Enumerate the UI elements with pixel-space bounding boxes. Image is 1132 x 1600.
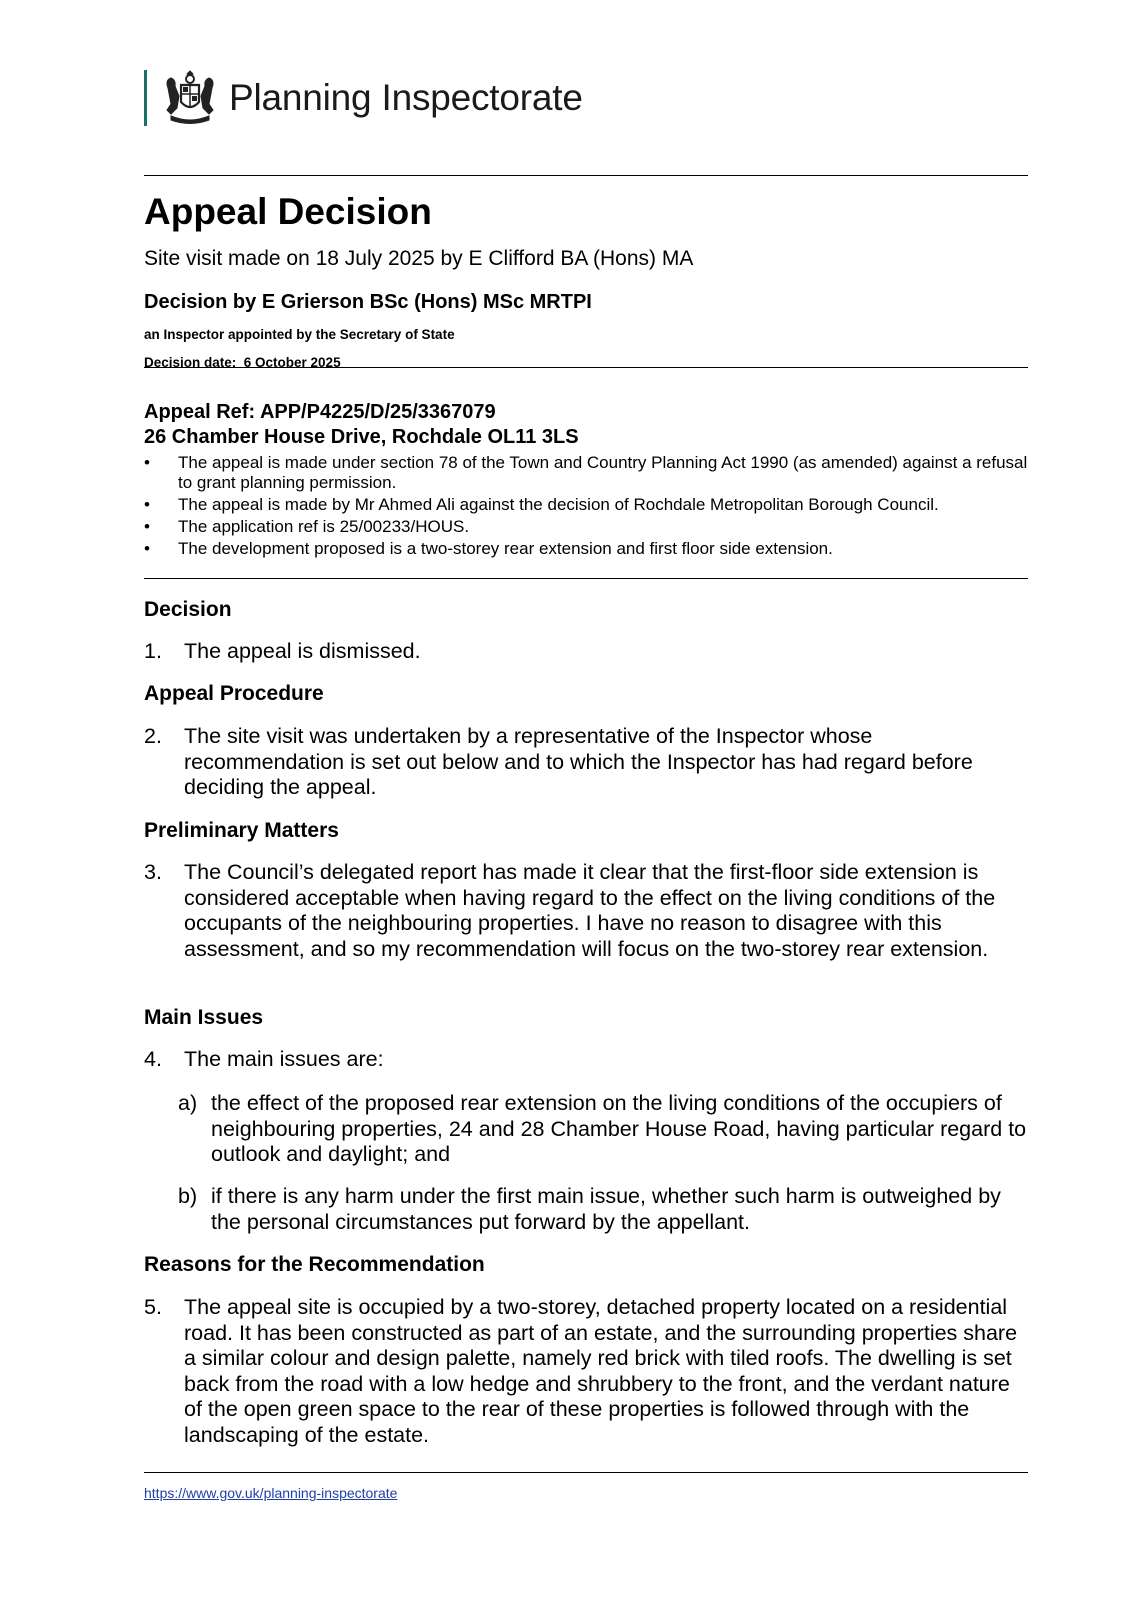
list-item: • The appeal is made by Mr Ahmed Ali against the decision of Rochdale Metropolitan Borough Council. [144,495,1028,515]
logo-accent-bar [144,70,147,126]
page-title: Appeal Decision [144,191,432,232]
footer-divider [144,1472,1028,1473]
paragraph-number: 1. [144,639,162,663]
decision-heading: Decision [144,598,232,621]
list-item: • The development proposed is a two-storey rear extension and first floor side extension. [144,539,1028,559]
appeal-reference-block [144,400,579,450]
main-issues-heading: Main Issues [144,1006,264,1029]
appeal-ref: Appeal Ref: APP/P4225/D/25/3367079 [144,401,496,423]
paragraph-text: The site visit was undertaken by a representative of the Inspector whose recommendation is set out below and to which the Inspector has had regard before deciding the appeal. [184,724,973,800]
appointed-line: an Inspector appointed by the Secretary of State [144,327,455,342]
paragraph-4 [144,1047,1028,1073]
organisation-name: Planning Inspectorate [229,77,583,118]
appeal-details-list [144,453,1028,561]
paragraph-text: The main issues are: [184,1047,384,1071]
sub-paragraph-a [178,1091,1028,1168]
paragraph-2 [144,724,1028,801]
paragraph-number: 5. [144,1295,162,1319]
footer-website-link[interactable]: https://www.gov.uk/planning-inspectorate [144,1485,398,1501]
royal-coat-of-arms-icon [161,70,219,126]
planning-inspectorate-logo [144,70,583,126]
site-visit-line: Site visit made on 18 July 2025 by E Clifford BA (Hons) MA [144,247,694,270]
decision-date: Decision date: 6 October 2025 [144,355,341,370]
procedure-heading: Appeal Procedure [144,682,324,705]
list-item: • The application ref is 25/00233/HOUS. [144,517,1028,537]
details-divider [144,578,1028,579]
appeal-address: 26 Chamber House Drive, Rochdale OL11 3LS [144,426,579,448]
paragraph-1 [144,639,1028,665]
paragraph-text: The appeal is dismissed. [184,639,421,663]
list-item: • The appeal is made under section 78 of the Town and Country Planning Act 1990 (as amended) against a refusal to grant planning permission. [144,453,1028,493]
paragraph-number: 3. [144,860,162,884]
sub-paragraph-text: if there is any harm under the first main issue, whether such harm is outweighed by the personal circumstances put forward by the appellant. [211,1184,1001,1234]
sub-paragraph-text: the effect of the proposed rear extension on the living conditions of the occupiers of neighbouring properties, 24 and 28 Chamber House Road, having particular regard to outlook and daylight; and [211,1091,1027,1167]
reasons-heading: Reasons for the Recommendation [144,1253,485,1276]
paragraph-text: The Council’s delegated report has made it clear that the first-floor side extension is considered acceptable when having regard to the effect on the living conditions of the occupants of the neighbouring properties. I have no reason to disagree with this assessment, and so my recommendation will focus on the two-storey rear extension. [184,860,996,961]
header-divider [144,175,1028,176]
title-block-divider [144,367,1028,368]
sub-paragraph-label: a) [178,1091,198,1115]
sub-paragraph-b [178,1184,1028,1235]
paragraph-number: 4. [144,1047,162,1071]
paragraph-number: 2. [144,724,162,748]
paragraph-text: The appeal site is occupied by a two-storey, detached property located on a residential road. It has been constructed as part of an estate, and the surrounding properties share a similar colour and design palette, namely red brick with tiled roofs. The dwelling is set back from the road with a low hedge and shrubbery to the front, and the verdant nature of the open green space to the rear of these properties is followed through with the landscaping of the estate. [184,1295,1018,1447]
preliminary-heading: Preliminary Matters [144,819,339,842]
paragraph-5 [144,1295,1028,1449]
decision-by-line: Decision by E Grierson BSc (Hons) MSc MRTPI [144,291,592,313]
sub-paragraph-label: b) [178,1184,198,1208]
paragraph-3 [144,860,1028,962]
